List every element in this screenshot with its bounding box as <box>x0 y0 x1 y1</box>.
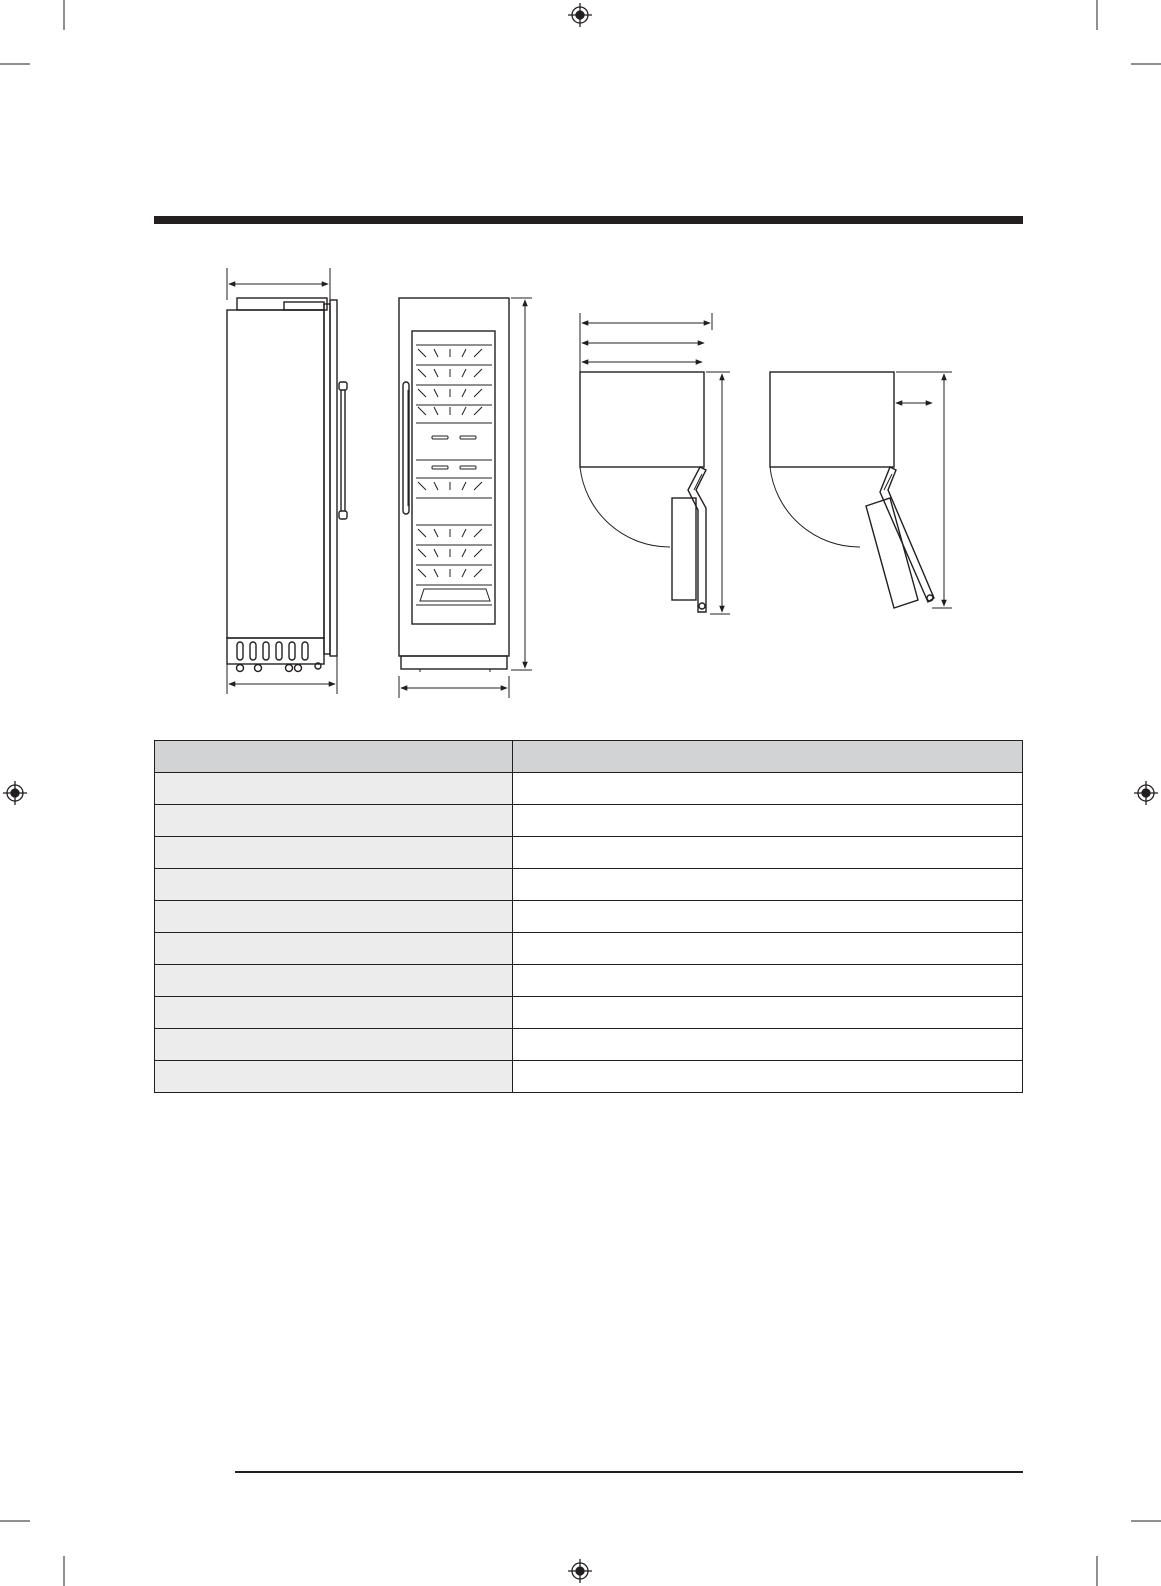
table-row <box>155 901 1023 933</box>
dimension-label-cell <box>155 965 513 997</box>
table-row <box>155 1061 1023 1093</box>
table-row <box>155 773 1023 805</box>
dimension-label-cell <box>155 869 513 901</box>
front-view <box>399 298 532 698</box>
table-row <box>155 965 1023 997</box>
table-header-cell <box>513 741 1023 773</box>
dimension-label-cell <box>155 805 513 837</box>
table-header-cell <box>155 741 513 773</box>
dimension-value-cell <box>513 869 1023 901</box>
table-row <box>155 805 1023 837</box>
side-view <box>227 268 347 694</box>
table-row <box>155 1029 1023 1061</box>
table-header-row <box>155 741 1023 773</box>
dimension-label-cell <box>155 837 513 869</box>
dimension-value-cell <box>513 965 1023 997</box>
table-row <box>155 837 1023 869</box>
dimension-label-cell <box>155 773 513 805</box>
dimension-label-cell <box>155 997 513 1029</box>
dimension-value-cell <box>513 773 1023 805</box>
table-row <box>155 869 1023 901</box>
door-clearance-plan-b <box>770 372 952 608</box>
dimension-table <box>154 740 1023 1093</box>
dimension-value-cell <box>513 805 1023 837</box>
dimension-value-cell <box>513 1029 1023 1061</box>
dimension-label-cell <box>155 1029 513 1061</box>
dimension-value-cell <box>513 1061 1023 1093</box>
dimension-label-cell <box>155 901 513 933</box>
table-row <box>155 933 1023 965</box>
dimension-label-cell <box>155 1061 513 1093</box>
dimension-value-cell <box>513 997 1023 1029</box>
dimension-value-cell <box>513 901 1023 933</box>
dimension-label-cell <box>155 933 513 965</box>
footer-rule <box>235 1471 1023 1473</box>
dimension-value-cell <box>513 933 1023 965</box>
dimension-value-cell <box>513 837 1023 869</box>
door-clearance-plan-a <box>580 313 730 614</box>
table-row <box>155 997 1023 1029</box>
